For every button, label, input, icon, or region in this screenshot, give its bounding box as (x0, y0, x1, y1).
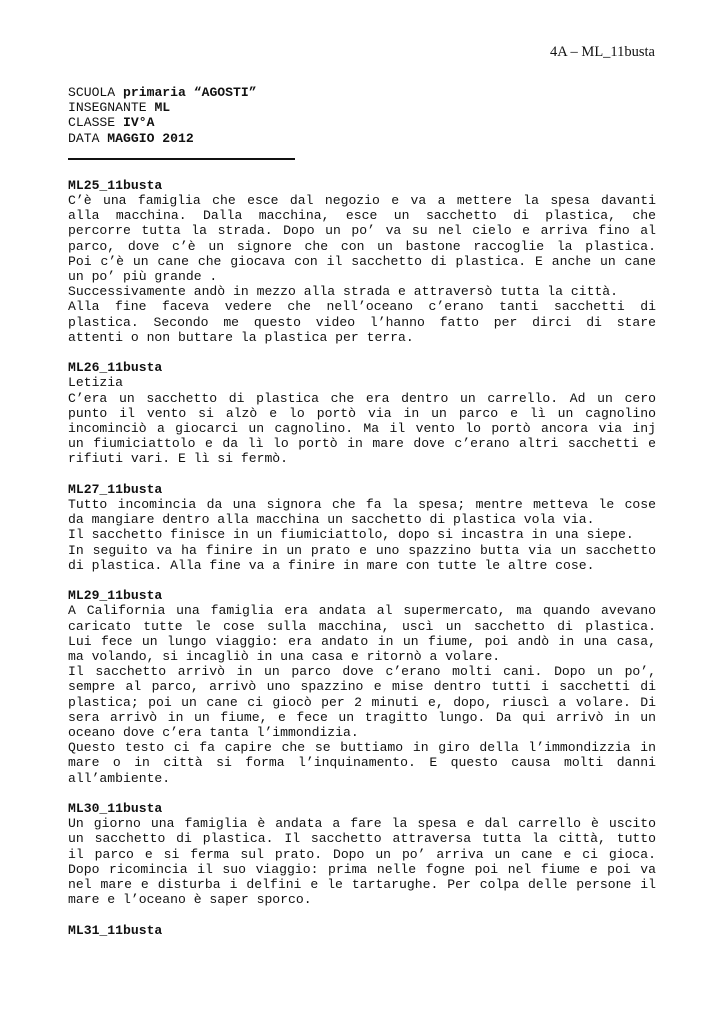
entry-text-line: attenti o non buttare la plastica per terra. (68, 329, 414, 345)
date-value: MAGGIO 2012 (107, 130, 194, 146)
document-body (68, 85, 656, 953)
entry-id: ML25_11busta (68, 177, 163, 193)
entry-text-line: nel mare e disturba i delfini e le tartarughe. Per colpa delle persone il (68, 877, 656, 893)
class-label: CLASSE (68, 115, 116, 131)
entry-block (68, 482, 656, 573)
entry-block (68, 801, 656, 907)
entry-text-line: sera arrivò in un fiume, e fece un tragitto lungo. Da qui arrivò in un (68, 709, 656, 725)
entry-id: ML27_11busta (68, 481, 163, 497)
entry-text-line: A California una famiglia era andata al supermercato, ma quando avevano (68, 603, 656, 619)
header-divider (68, 158, 295, 160)
running-header: 4A – ML_11busta (550, 44, 655, 60)
entry-text-line: da mangiare dentro alla macchina un sacchetto di plastica vola via. (68, 512, 595, 528)
entry-text-line: Il sacchetto finisce in un fiumiciattolo, dopo si incastra in una siepe. (68, 527, 634, 543)
school-line (68, 85, 656, 100)
teacher-label: INSEGNANTE (68, 100, 147, 116)
entry-id: ML31_11busta (68, 922, 163, 938)
entry-text-line: sempre al parco, arrivò uno spazzino e mise dentro tutti i sacchetti di (68, 679, 656, 695)
entry-text-line: Letizia (68, 375, 124, 391)
entries-list (68, 178, 656, 938)
entry-text-line: Un giorno una famiglia è andata a fare la spesa e dal carrello è uscito (68, 816, 656, 832)
entry-text-line: percorre tutta la strada. Dopo un po’ va su nel cielo e arriva fino al (68, 223, 656, 239)
entry-id: ML30_11busta (68, 801, 163, 817)
entry-text-line: il parco e si ferma sul prato. Dopo un po’ arriva un cane e ci gioca. (68, 846, 656, 862)
date-label: DATA (68, 130, 100, 146)
entry-text-line: oceano dove c’era tanta l’immondizia. (68, 725, 359, 741)
entry-text-line: In seguito va ha finire in un prato e uno spazzino butta via un sacchetto (68, 542, 656, 558)
entry-text-line: un sacchetto di plastica. Il sacchetto attraversa tutta la città, tutto (68, 831, 656, 847)
entry-text-line: Questo testo ci fa capire che se buttiamo in giro della l’immondizzia in (68, 740, 656, 756)
entry-text-line: Poi c’è un cane che giocava con il sacchetto di plastica. E anche un cane (68, 253, 656, 269)
entry-text-line: C’era un sacchetto di plastica che era dentro un carrello. Ad un cero (68, 390, 656, 406)
entry-text-line: mare o in città si forma l’inquinamento. E questo causa molti danni (68, 755, 656, 771)
teacher-value: ML (154, 100, 171, 116)
entry-text-line: all’ambiente. (68, 770, 171, 786)
entry-text-line: Il sacchetto arrivò in un parco dove c’erano molti cani. Dopo un po’, (68, 664, 656, 680)
entry-text-line: alla macchina. Dalla macchina, esce un sacchetto di plastica, che (68, 208, 656, 224)
entry-text-line: Lui fece un lungo viaggio: era andato in un fiume, poi andò in una casa, (68, 633, 656, 649)
date-line (68, 131, 656, 146)
entry-text-line: punto il vento si alzò e lo portò via in un parco e lì un cagnolino (68, 405, 656, 421)
entry-text-line: Successivamente andò in mezzo alla strada e attraversò tutta la città. (68, 284, 619, 300)
entry-text-line: C’è una famiglia che esce dal negozio e va a mettere la spesa davanti (68, 192, 656, 208)
school-label: SCUOLA (68, 85, 116, 100)
entry-text-line: Alla fine faceva vedere che nell’oceano c’erano tanti sacchetti di (68, 299, 656, 315)
teacher-line (68, 100, 656, 115)
entry-text-line: caricato tutte le cose sulla macchina, uscì un sacchetto di plastica. (68, 618, 656, 634)
entry-block (68, 178, 656, 345)
entry-text-line: parco, dove c’è un signore che con un bastone raccoglie la plastica. (68, 238, 656, 254)
entry-text-line: un po’ più grande . (68, 268, 218, 284)
entry-text-line: rifiuti vari. E lì si fermò. (68, 451, 289, 467)
entry-text-line: Tutto incomincia da una signora che fa la spesa; mentre metteva le cose (68, 496, 656, 512)
entry-text-line: mare e l’oceano è saper sporco. (68, 892, 312, 908)
entry-text-line: Dopo ricomincia il suo viaggio: prima nelle fogne poi nel fiume e poi va (68, 861, 656, 877)
entry-id: ML29_11busta (68, 588, 163, 604)
entry-text-line: plastica. Secondo me questo video l’hanno fatto per dirci di stare (68, 314, 656, 330)
entry-text-line: di plastica. Alla fine va a finire in mare con tutte le altre cose. (68, 557, 595, 573)
entry-id: ML26_11busta (68, 360, 163, 376)
entry-block (68, 360, 656, 466)
school-value: primaria “AGOSTI” (123, 85, 257, 100)
entry-text-line: plastica; poi un cane ci giocò per 2 minuti e, dopo, riuscì a volare. Di (68, 694, 656, 710)
class-value: IV°A (123, 115, 155, 131)
class-line (68, 115, 656, 130)
entry-block (68, 923, 656, 938)
entry-text-line: incominciò a giocarci un cagnolino. Ma il vento lo portò ancora via inj (68, 420, 656, 436)
entry-text-line: ma volando, si incagliò in una casa e ritornò a volare. (68, 649, 501, 664)
entry-text-line: un fiumiciattolo e da lì lo portò in mare dove c’erano altri sacchetti e (68, 436, 656, 452)
entry-block (68, 588, 656, 786)
